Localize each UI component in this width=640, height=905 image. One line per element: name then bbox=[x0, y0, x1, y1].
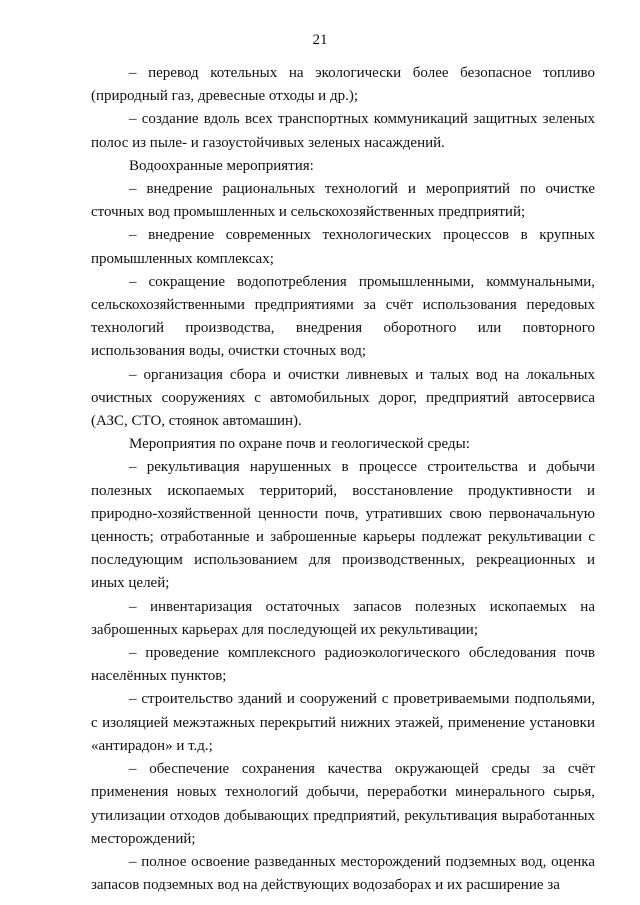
paragraph-modern-processes: – внедрение современных технологических процессов в крупных промышленных комплексах; bbox=[91, 227, 595, 267]
document-body bbox=[91, 62, 595, 897]
paragraph-ventilated-buildings: – строительство зданий и сооружений с проветриваемыми подпольями, с изоляцией межэтажных перекрытий нижних этажей, применение установки «антирадон» и т.д.; bbox=[91, 691, 595, 754]
paragraph-green-belts: – создание вдоль всех транспортных коммуникаций защитных зеленых полос из пыле- и газоустойчивых зеленых насаждений. bbox=[91, 111, 595, 151]
section-heading-soil-protection: Мероприятия по охране почв и геологической среды: bbox=[129, 436, 470, 453]
paragraph-groundwater: – полное освоение разведанных месторождений подземных вод, оценка запасов подземных вод на действующих водозаборах и их расширение за bbox=[91, 853, 595, 894]
paragraph-fuel-conversion: – перевод котельных на экологически более безопасное топливо (природный газ, древесные отходы и др.); bbox=[91, 65, 595, 105]
paragraph-reserves-inventory: – инвентаризация остаточных запасов полезных ископаемых на заброшенных карьерах для последующей их рекультивации; bbox=[91, 598, 595, 638]
paragraph-wastewater-treatment: – внедрение рациональных технологий и мероприятий по очистке сточных вод промышленных и сельскохозяйственных предприятий; bbox=[91, 181, 595, 221]
paragraph-land-reclamation: – рекультивация нарушенных в процессе строительства и добычи полезных ископаемых территорий, восстановление продуктивности и природно-хозяйственной ценности почв, утративших свою первоначальную ценность; отработанные и заброшенные карьеры подлежат рекультивации с последующим использованием для производственных, рекреационных и иных целей; bbox=[91, 459, 595, 592]
paragraph-stormwater: – организация сбора и очистки ливневых и талых вод на локальных очистных сооружениях с автомобильных дорог, предприятий автосервиса (АЗС, СТО, стоянок автомашин). bbox=[91, 366, 595, 430]
page-number: 21 bbox=[312, 32, 328, 48]
paragraph-radioecological-survey: – проведение комплексного радиоэкологического обследования почв населённых пунктов; bbox=[91, 645, 595, 685]
paragraph-environmental-quality: – обеспечение сохранения качества окружающей среды за счёт применения новых технологий добычи, переработки минерального сырья, утилизации отходов добывающих предприятий, рекультивация выработанных месторождений; bbox=[91, 761, 595, 847]
paragraph-water-consumption: – сокращение водопотребления промышленными, коммунальными, сельскохозяйственными предприятиями за счёт использования передовых технологий производства, внедрения оборотного или повторного использования воды, очистки сточных вод; bbox=[91, 273, 595, 360]
section-heading-water-protection: Водоохранные мероприятия: bbox=[129, 157, 314, 174]
